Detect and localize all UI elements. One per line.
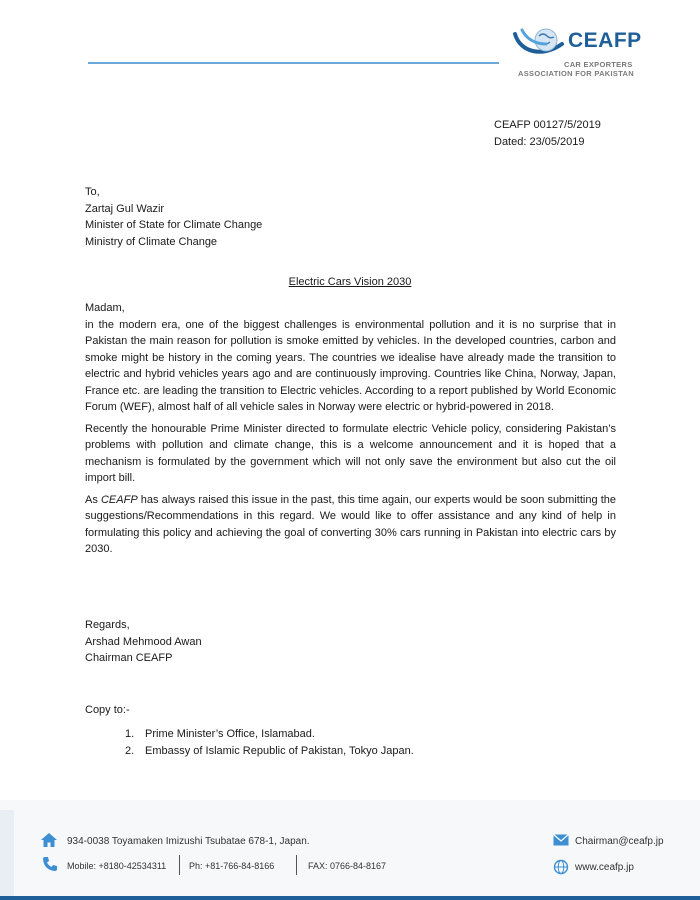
address-to: To, — [85, 186, 100, 198]
copy-to-label: Copy to:- — [85, 704, 130, 716]
email-icon — [553, 834, 569, 846]
recipient-ministry: Ministry of Climate Change — [85, 235, 218, 248]
footer-separator — [179, 855, 180, 875]
footer-separator — [296, 855, 297, 875]
copy-item — [125, 726, 414, 743]
body-paragraph-3 — [85, 492, 616, 558]
footer-fax: FAX: 0766-84-8167 — [308, 861, 387, 871]
signatory-name: Arshad Mehmood Awan — [85, 635, 202, 648]
footer-email[interactable]: Chairman@ceafp.jp — [575, 836, 664, 847]
footer-background — [0, 800, 700, 900]
footer-accent — [0, 810, 14, 900]
recipient-name: Zartaj Gul Wazir — [85, 202, 165, 215]
footer-mobile: Mobile: +8180-42534311 — [67, 861, 167, 871]
body-paragraph-1: in the modern era, one of the biggest challenges is environmental pollution and it is no surprise that in Pakistan the main reason for pollution is smoke emitted by vehicles. In the developed countries, carbon and smoke might be history in the coming years. The countries we idealise have already made the transition to electric and hybrid vehicles years ago and are continuously improving. Countries like China, Norway, Japan, France etc. are leading the transition to Electric vehicles. According to a report published by World Economic Forum (WEF), almost half of all vehicle sales in Norway were electric or hybrid-powered in 2018. — [85, 318, 616, 413]
logo-subtitle-line1: CAR EXPORTERS — [564, 60, 633, 69]
header-divider — [88, 62, 499, 64]
copy-item-text: Embassy of Islamic Republic of Pakistan, Tokyo Japan. — [145, 744, 414, 757]
copy-item-text: Prime Minister’s Office, Islamabad. — [145, 728, 315, 740]
signatory-title: Chairman CEAFP — [85, 652, 173, 664]
signoff-block — [85, 617, 202, 667]
reference-block — [494, 117, 601, 150]
logo-name: CEAFP — [568, 29, 642, 52]
copy-item-number: 2. — [125, 744, 135, 757]
body-paragraph-2: Recently the honourable Prime Minister directed to formulate electric Vehicle policy, considering Pakistan’s problems with pollution and climate change, this is a welcome announcement and it is hoped that a mechanism is formulated by the government which will not only save the environment but also cut the oil import bill. — [85, 422, 616, 484]
letter-body — [85, 300, 616, 563]
phone-icon — [42, 856, 58, 872]
paragraph3-emphasis: CEAFP — [100, 493, 138, 506]
copy-to-list — [125, 726, 414, 759]
ceafp-logo — [512, 26, 662, 81]
globe-icon — [552, 859, 569, 875]
footer-website[interactable]: www.ceafp.jp — [575, 862, 634, 873]
footer-phone: Ph: +81-766-84-8166 — [189, 861, 275, 871]
reference-date: Dated: 23/05/2019 — [494, 135, 585, 148]
footer-address: 934-0038 Toyamaken Imizushi Tsubatae 678-1, Japan. — [67, 836, 310, 847]
salutation: Madam, — [85, 302, 125, 314]
copy-item — [125, 743, 414, 760]
recipient-title: Minister of State for Climate Change — [85, 219, 263, 231]
footer-bar — [0, 896, 700, 900]
signoff-regards: Regards, — [85, 619, 130, 631]
paragraph3-prefix: As — [85, 493, 101, 506]
reference-number: CEAFP 00127/5/2019 — [494, 119, 601, 131]
copy-item-number: 1. — [125, 728, 135, 740]
logo-subtitle-line2: ASSOCIATION FOR PAKISTAN — [518, 69, 634, 78]
home-icon — [40, 832, 58, 848]
letter-subject: Electric Cars Vision 2030 — [288, 276, 412, 288]
logo-globe-icon — [512, 26, 568, 58]
paragraph3-rest: has always raised this issue in the past, this time again, our experts would be soon submitting the suggestions/Recommendations in this regard. We would like to offer assistance and any kind of help in formulating this policy and achieving the goal of converting 30% cars running in Pakistan into electric cars by 2030. — [85, 493, 616, 555]
recipient-address — [85, 184, 262, 250]
